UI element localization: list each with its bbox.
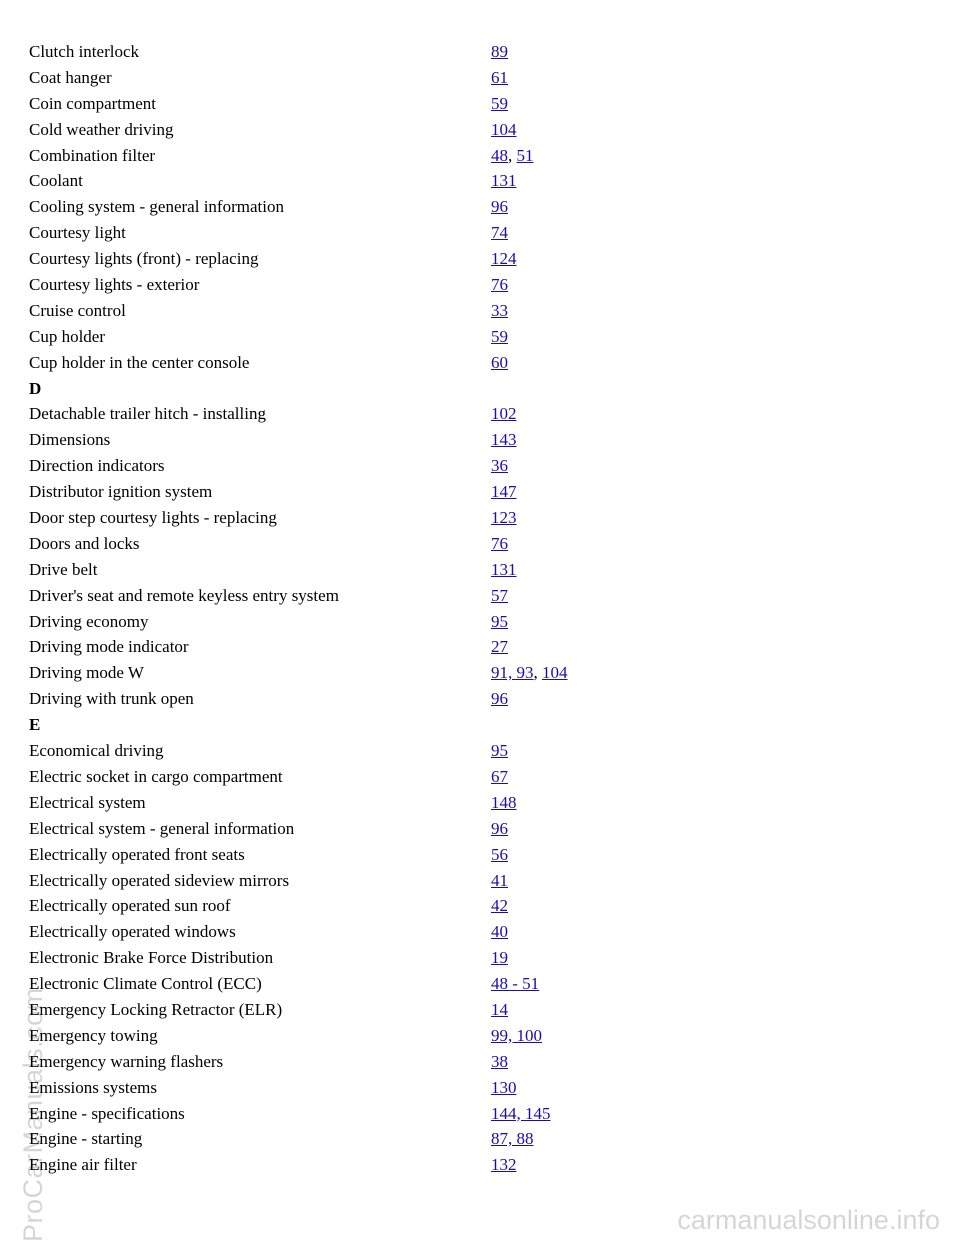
page-link[interactable]: 33 — [491, 300, 508, 320]
page-refs — [491, 65, 508, 91]
page-link[interactable]: 143 — [491, 430, 517, 450]
page-link[interactable]: 56 — [491, 844, 508, 864]
index-entry — [29, 168, 929, 194]
page-link[interactable]: 95 — [491, 741, 508, 761]
page-refs — [491, 246, 517, 272]
index-term: Electrically operated front seats — [29, 844, 245, 864]
index-term: Driver's seat and remote keyless entry system — [29, 585, 339, 605]
index-entry — [29, 39, 929, 65]
index-entry — [29, 660, 929, 686]
index-term: Electronic Brake Force Distribution — [29, 948, 274, 968]
page-link[interactable]: 27 — [491, 637, 508, 657]
watermark-side: ProCarManuals.com — [18, 987, 48, 1242]
index-entry — [29, 1101, 929, 1127]
index-entry — [29, 194, 929, 220]
page-link[interactable]: 40 — [491, 922, 508, 942]
page-link[interactable]: 41 — [491, 870, 508, 890]
page-refs — [491, 660, 568, 686]
page-refs — [491, 634, 508, 660]
index-term: Courtesy light — [29, 223, 126, 243]
index-entry — [29, 609, 929, 635]
index-entry — [29, 91, 929, 117]
index-entry — [29, 401, 929, 427]
index-entry — [29, 868, 929, 894]
index-term: Cooling system - general information — [29, 197, 284, 217]
index-term: Detachable trailer hitch - installing — [29, 404, 266, 424]
index-term: Cruise control — [29, 300, 126, 320]
page-refs — [491, 816, 508, 842]
page-link[interactable]: 124 — [491, 249, 517, 269]
page-link[interactable]: 76 — [491, 533, 508, 553]
index-term: Emergency Locking Retractor (ELR) — [29, 999, 283, 1019]
index-entry — [29, 1126, 929, 1152]
index-entry — [29, 479, 929, 505]
index-term: Emissions systems — [29, 1077, 157, 1097]
page-link[interactable]: 19 — [491, 948, 508, 968]
page-refs — [491, 479, 517, 505]
index-letter-heading — [29, 376, 929, 402]
page-refs — [491, 842, 508, 868]
index-term: Coin compartment — [29, 93, 157, 113]
index-term: Combination filter — [29, 145, 156, 165]
page-link[interactable]: 59 — [491, 326, 508, 346]
page-refs — [491, 997, 508, 1023]
page-refs — [491, 272, 508, 298]
page-link[interactable]: 148 — [491, 792, 517, 812]
page-link[interactable]: 144, 145 — [491, 1103, 551, 1123]
page-refs — [491, 505, 517, 531]
page-refs — [491, 1049, 508, 1075]
index-term: Cup holder in the center console — [29, 352, 250, 372]
page-link[interactable]: 76 — [491, 275, 508, 295]
index-entry — [29, 893, 929, 919]
index-term: Courtesy lights - exterior — [29, 275, 200, 295]
index-term: Electronic Climate Control (ECC) — [29, 974, 262, 994]
index-term: Doors and locks — [29, 533, 140, 553]
page-refs — [491, 531, 508, 557]
page-refs — [491, 738, 508, 764]
page-link[interactable]: 104 — [491, 119, 517, 139]
index-term: Clutch interlock — [29, 42, 140, 61]
page-link[interactable]: 96 — [491, 197, 508, 217]
index-entry — [29, 634, 929, 660]
page-refs — [491, 583, 508, 609]
page-link[interactable]: 51 — [516, 145, 534, 165]
index-entry — [29, 764, 929, 790]
index-entry — [29, 505, 929, 531]
page-refs — [491, 117, 517, 143]
page-link[interactable]: 42 — [491, 896, 508, 916]
page-refs — [491, 324, 508, 350]
index-entry — [29, 143, 929, 169]
page-refs — [491, 168, 517, 194]
index-entry — [29, 220, 929, 246]
index-term: Cold weather driving — [29, 119, 174, 139]
index-term: Coat hanger — [29, 67, 112, 87]
index-term: Emergency warning flashers — [29, 1051, 224, 1071]
index-entry — [29, 453, 929, 479]
page-refs — [491, 298, 508, 324]
page-link[interactable]: 14 — [491, 999, 508, 1019]
index-entry — [29, 1049, 929, 1075]
index-term: Engine - starting — [29, 1129, 143, 1149]
page-link[interactable]: 48 — [491, 145, 508, 165]
page-refs — [491, 893, 508, 919]
page-link[interactable]: 123 — [491, 508, 517, 528]
page-refs — [491, 194, 508, 220]
page-link[interactable]: 104 — [542, 663, 568, 683]
page-refs — [491, 1152, 517, 1178]
page-refs — [491, 350, 508, 376]
index-entry — [29, 350, 929, 376]
page-refs — [491, 764, 508, 790]
page-ref-separator: , — [533, 663, 542, 683]
index-entry — [29, 557, 929, 583]
page-refs — [491, 686, 508, 712]
index-term: Direction indicators — [29, 456, 165, 476]
page-refs — [491, 557, 517, 583]
index-term: Economical driving — [29, 741, 164, 761]
page-refs — [491, 971, 539, 997]
page-link[interactable]: 89 — [491, 42, 508, 61]
index-entry — [29, 816, 929, 842]
index-entry — [29, 790, 929, 816]
page-link[interactable]: 131 — [491, 171, 517, 191]
index-entry — [29, 971, 929, 997]
index-entry — [29, 997, 929, 1023]
page-link[interactable]: 132 — [491, 1155, 517, 1175]
page-refs — [491, 1101, 551, 1127]
index-entry — [29, 738, 929, 764]
index-term: Courtesy lights (front) - replacing — [29, 249, 259, 269]
page-link[interactable]: 96 — [491, 689, 508, 709]
index-term: Electrically operated sideview mirrors — [29, 870, 290, 890]
index-term: Driving with trunk open — [29, 689, 194, 709]
index-entry — [29, 842, 929, 868]
index-term: Drive belt — [29, 559, 98, 579]
page-refs — [491, 945, 508, 971]
page-refs — [491, 919, 508, 945]
index-term: Driving mode W — [29, 663, 144, 683]
index-entry — [29, 427, 929, 453]
page-refs — [491, 868, 508, 894]
page-refs — [491, 1075, 517, 1101]
page-refs — [491, 453, 508, 479]
index-term: Electric socket in cargo compartment — [29, 766, 283, 786]
page-refs — [491, 1023, 542, 1049]
page-link[interactable]: 147 — [491, 482, 517, 502]
index-list — [29, 39, 929, 1178]
page-refs — [491, 790, 517, 816]
index-entry — [29, 1152, 929, 1178]
page-link[interactable]: 38 — [491, 1051, 508, 1071]
page-link[interactable]: 91, 93 — [491, 663, 534, 683]
page-link[interactable]: 74 — [491, 223, 508, 243]
page-link[interactable]: 36 — [491, 456, 508, 476]
index-letter-heading — [29, 712, 929, 738]
letter-heading-text: D — [29, 378, 42, 398]
index-entry — [29, 117, 929, 143]
index-entry — [29, 945, 929, 971]
index-term: Emergency towing — [29, 1025, 158, 1045]
page-link[interactable]: 61 — [491, 67, 508, 87]
index-term: Electrical system - general information — [29, 818, 295, 838]
index-term: Electrically operated windows — [29, 922, 236, 942]
page-link[interactable]: 48 - 51 — [491, 974, 540, 994]
index-entry — [29, 1023, 929, 1049]
index-entry — [29, 298, 929, 324]
index-entry — [29, 583, 929, 609]
page-link[interactable]: 60 — [491, 352, 508, 372]
index-term: Cup holder — [29, 326, 106, 346]
index-entry — [29, 531, 929, 557]
index-entry — [29, 246, 929, 272]
page-refs — [491, 1126, 534, 1152]
page-link[interactable]: 130 — [491, 1077, 517, 1097]
index-entry — [29, 65, 929, 91]
watermark-bottom: carmanualsonline.info — [677, 1205, 940, 1235]
page-ref-separator: , — [508, 145, 517, 165]
index-term: Driving mode indicator — [29, 637, 189, 657]
page-refs — [491, 609, 508, 635]
index-entry — [29, 272, 929, 298]
index-entry — [29, 324, 929, 350]
page-link[interactable]: 102 — [491, 404, 517, 424]
index-entry — [29, 1075, 929, 1101]
page-refs — [491, 39, 508, 65]
index-term: Electrically operated sun roof — [29, 896, 231, 916]
index-term: Driving economy — [29, 611, 149, 631]
index-term: Engine - specifications — [29, 1103, 185, 1123]
index-term: Coolant — [29, 171, 83, 191]
letter-heading-text: E — [29, 715, 41, 735]
page-refs — [491, 143, 534, 169]
page-link[interactable]: 99, 100 — [491, 1025, 542, 1045]
page-link[interactable]: 57 — [491, 585, 508, 605]
page-refs — [491, 91, 508, 117]
index-term: Door step courtesy lights - replacing — [29, 508, 277, 528]
page-link[interactable]: 131 — [491, 559, 517, 579]
page-refs — [491, 401, 517, 427]
index-term: Electrical system — [29, 792, 146, 812]
index-term: Dimensions — [29, 430, 111, 450]
page-link[interactable]: 59 — [491, 93, 508, 113]
page-link[interactable]: 87, 88 — [491, 1129, 534, 1149]
page-link[interactable]: 67 — [491, 766, 508, 786]
page-link[interactable]: 95 — [491, 611, 508, 631]
page-refs — [491, 220, 508, 246]
index-entry — [29, 686, 929, 712]
page-refs — [491, 427, 517, 453]
index-term: Engine air filter — [29, 1155, 137, 1175]
index-entry — [29, 919, 929, 945]
page-link[interactable]: 96 — [491, 818, 508, 838]
index-term: Distributor ignition system — [29, 482, 213, 502]
